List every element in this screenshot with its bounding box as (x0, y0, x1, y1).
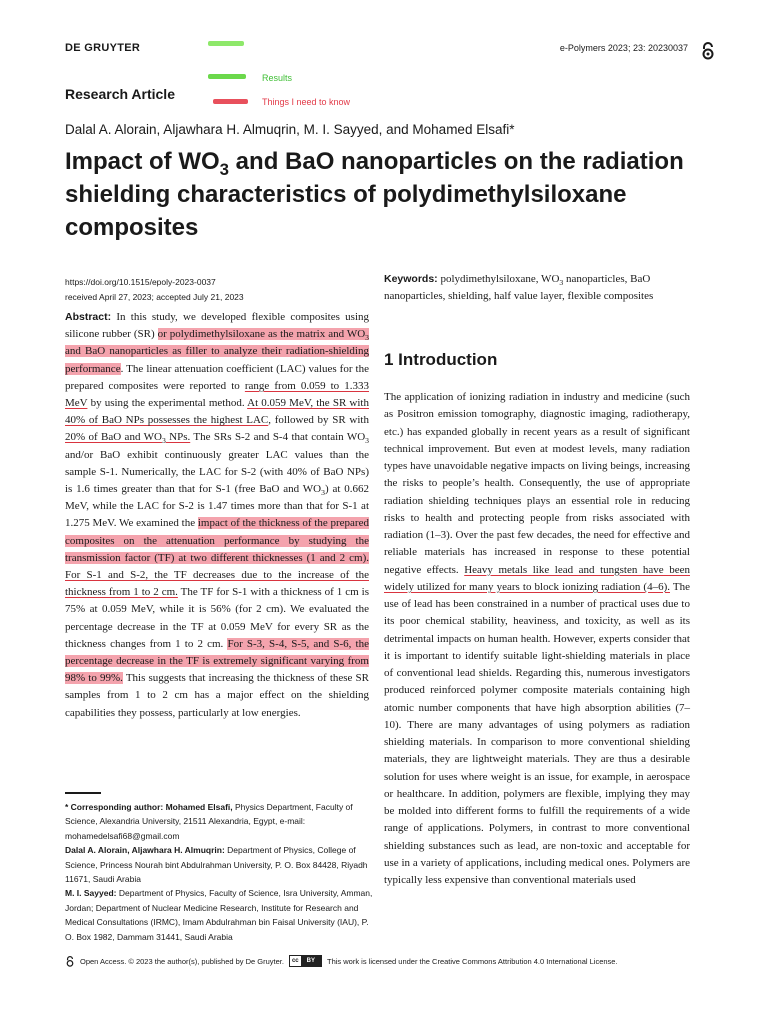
keywords: Keywords: polydimethylsiloxane, $WO_3$ nanoparticles, BaO nanoparticles, shielding, half value layer, flexible composites (384, 273, 654, 302)
doi-link[interactable]: https://doi.org/10.1515/epoly-2023-0037 (65, 277, 216, 287)
underline-result: At 0.059 MeV, the SR with 40% of BaO NPs possesses the highest LAC (65, 397, 369, 427)
paper-title: Impact of $WO_3$ and BaO nanoparticles on the radiation shielding characteristics of polydimethylsiloxane composites (65, 148, 684, 241)
legend-swatch-need-to-know (213, 99, 248, 104)
received-dates: received April 27, 2023; accepted July 21, 2023 (65, 292, 244, 302)
author-list: Dalal A. Alorain, Aljawhara H. Almuqrin, M. I. Sayyed, and Mohamed Elsafi* (65, 122, 515, 137)
abstract: Abstract: In this study, we developed flexible composites using silicone rubber (SR) or polydimethylsiloxane as the matrix and $WO_3$ and BaO nanoparticles as filler to analyze their radiation-shielding performance. The linear attenuation coefficient (LAC) values for the prepared composites were reported to range from 0.059 to 1.333 MeV by using the experimental method. At 0.059 MeV, the SR with 40% of BaO NPs possesses the highest LAC, followed by SR with 20% of BaO and $WO_3$ NPs. The SRs S-2 and S-4 that contain $WO_3$ and/or BaO exhibit continuously greater LAC values than the sample S-1. Numerically, the LAC for S-2 (with 40% of BaO NPs) is 1.6 times greater than that for S-1 (free BaO and $WO_3$) at 0.662 MeV, while the LAC for S-2 is 1.47 times more than that for S-1 at 1.275 MeV. We examined the impact of the thickness of the prepared composites on the attenuation performance by studying the transmission factor (TF) at two different thicknesses (1 and 2 cm). For S-1 and S-2, the TF decreases due to the increase of the thickness from 1 to 2 cm. The TF for S-1 with a thickness of 1 cm is 75% at 0.059 MeV, while it is 56% (for 2 cm). We evaluated the percentage decrease in the TF at 0.059 MeV for every SR as the thickness changes from 1 to 2 cm. For S-3, S-4, S-5, and S-6, the percentage decrease in the TF is extremely significant varying from 98% to 99%. This suggests that increasing the thickness of these SR samples from 1 to 2 cm has a major effect on the shielding capabilities they possess, particularly at low energies. (65, 311, 370, 719)
legend-label-results: Results (262, 73, 293, 83)
introduction-body: The application of ionizing radiation in industry and medicine (such as Positron emission tomography, diagnostic imaging, radiotherapy, etc.) has expanded globally in recent years as a result of significant technical improvement. But even at modest levels, many radiation types have unavoidable negative impacts on living beings, increasing the risks to people’s health. Consequently, the use of appropriate radiation shielding techniques plays an essential role in reducing risks to health and protecting people from risks associated with radiation (1–3). Over the past few decades, the need for effective and reliable materials has increased in response to these potential negative effects. Heavy metals like lead and tungsten have been widely utilized for many years to block ionizing radiation (4–6). The use of lead has been constrained in a number of practical uses due to its poor chemical stability, heaviness, and toxicity, as well as its detrimental impacts on human health. However, experts consider that it is important to identify suitable light-shielding materials in place of conventional lead shields. Regarding this, numerous investigators produced reinforced polymer composite materials containing high atomic number components that have high absorption abilities (7–10). There are many advantages of using polymers as radiation shielding materials. In comparison to more conventional shielding materials, they are lightweight materials. They are thus a desirable solution for uses where weight is an issue, for example, in aerospace or healthcare. In addition, polymers are flexible, implying they may be molded into different forms to fulfill the requirements of a wide range of applications. Polymers, in contrast to more conventional shielding substances such as lead, are non-toxic and acceptable for use in a variety of applications, including medical ones. Polymers are typically less expensive than conventional materials used (384, 391, 690, 886)
section-heading-introduction: 1 Introduction (384, 350, 498, 369)
cc-by-badge[interactable]: cc BY (289, 955, 322, 967)
highlight-need-to-know: impact of the thickness of the prepared composites on the attenuation performance by studying the transmission factor (TF) at two different thicknesses (1 and 2 cm). (65, 517, 369, 564)
corresponding-author-label: * Corresponding author: Mohamed Elsafi, (65, 802, 233, 812)
journal-reference: e-Polymers 2023; 23: 20230037 (559, 43, 688, 53)
affiliations: * Corresponding author: Mohamed Elsafi, Physics Department, Faculty of Science, Alexandria University, 21511 Alexandria, Egypt, e-mail: mohamedelsafi68@gmail.com Dalal A. Alorain, Aljawhara H. Almuqrin: Department of Physics, College of Science, Princess Nourah bint Abdulrahman University, P. O. Box 84428, Riyadh 11671, Saudi Arabia M. I. Sayyed: Department of Physics, Faculty of Science, Isra University, Amman, Jordan; Department of Nuclear Medicine Research, Institute for Research and Medical Consultations (IRMC), Imam Abdulrahman bin Faisal University (IAU), P. O. Box 1982, Dammam 31441, Saudi Arabia (65, 802, 373, 942)
open-access-icon (700, 42, 716, 60)
abstract-label: Abstract: (65, 311, 112, 323)
legend-label-need-to-know: Things I need to know (262, 97, 351, 107)
underline-result: 20% of BaO and $WO_3$ NPs. (65, 431, 191, 446)
highlight-need-to-know: or polydimethylsiloxane as the matrix and $WO_3$ and BaO nanoparticles as filler to analyze their radiation-shielding performance (65, 328, 370, 375)
license-text: This work is licensed under the Creative Commons Attribution 4.0 International License. (327, 956, 618, 966)
highlight-need-to-know: For S-3, S-4, S-5, and S-6, the percentage decrease in the TF is extremely significant varying from 98% to 99%. (65, 637, 369, 685)
underline-result: Heavy metals like lead and tungsten have been widely utilized for many years to block ionizing radiation (4–6). (384, 563, 690, 593)
doi-block (65, 275, 244, 305)
legend-swatch-top (208, 41, 244, 46)
underline-result: For S-1 and S-2, the TF decreases due to the increase of the thickness from 1 to 2 cm. (65, 569, 369, 599)
underline-result: range from 0.059 to 1.333 MeV (65, 379, 369, 410)
open-access-statement: Open Access. © 2023 the author(s), published by De Gruyter. (80, 956, 284, 966)
legend-swatch-results (208, 74, 246, 79)
open-access-icon (65, 956, 75, 967)
article-type: Research Article (65, 86, 175, 102)
publisher-name: DE GRUYTER (65, 42, 141, 54)
keywords-label: Keywords: (384, 273, 438, 285)
license-footer (65, 955, 705, 967)
footnote-divider (65, 792, 101, 794)
